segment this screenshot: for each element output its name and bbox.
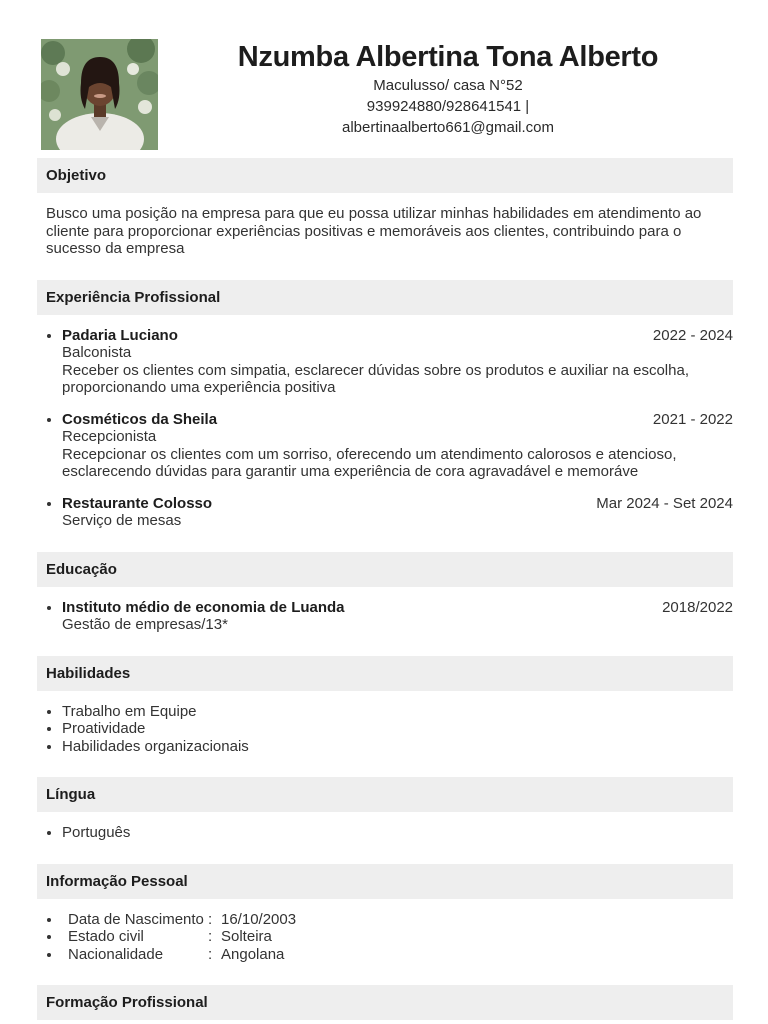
personal-info-row <box>62 946 733 964</box>
personal-info-list <box>46 911 733 964</box>
experience-description: Recepcionar os clientes com um sorriso, oferecendo um atendimento calorosos e atencioso, esclarecendo dúvidas para garantir uma experiência de cora agravadável e memoráve <box>62 445 677 480</box>
education-section <box>37 587 733 648</box>
experience-item <box>62 411 733 481</box>
experience-item <box>62 495 733 530</box>
resume-header <box>37 38 733 150</box>
skill-item: • Trabalho em Equipe <box>62 703 733 721</box>
section-title-skills: Habilidades <box>37 656 733 691</box>
profile-photo-illustration <box>41 39 158 150</box>
personal-info-value: Angolana <box>221 945 285 963</box>
email: albertinaalberto661@gmail.com <box>341 119 554 136</box>
personal-info-row <box>62 928 733 946</box>
languages-list <box>46 824 733 842</box>
language-item: • Português <box>62 824 733 842</box>
section-title-languages: Língua <box>37 777 733 812</box>
education-school: • Instituto médio de economia de Luanda <box>62 598 345 616</box>
address: Maculusso/ casa N°52 <box>373 77 523 94</box>
experience-period: 2021 - 2022 <box>652 410 733 428</box>
phone-numbers: 939924880/928641541 | <box>366 98 530 115</box>
experience-company: • Cosméticos da Sheila <box>62 410 218 428</box>
experience-item-header <box>62 411 733 429</box>
personal-info-value: Solteira <box>221 928 272 945</box>
experience-role: Recepcionista <box>62 428 157 445</box>
personal-info-separator: : <box>208 910 213 928</box>
candidate-name: Nzumba Albertina Tona Alberto <box>237 41 659 73</box>
education-item-header <box>62 599 733 617</box>
header-text <box>163 38 733 138</box>
experience-section <box>37 315 733 544</box>
experience-company: • Restaurante Colosso <box>62 494 213 512</box>
section-title-training: Formação Profissional <box>37 985 733 1020</box>
education-period: 2018/2022 <box>662 598 733 616</box>
skills-section <box>37 691 733 770</box>
skill-item: • Habilidades organizacionais <box>62 738 733 756</box>
section-title-education: Educação <box>37 552 733 587</box>
experience-item <box>62 327 733 397</box>
resume-page <box>37 38 733 1020</box>
experience-company: • Padaria Luciano <box>62 326 178 344</box>
experience-period: Mar 2024 - Set 2024 <box>596 494 733 512</box>
education-list <box>46 599 733 634</box>
section-title-personal-info: Informação Pessoal <box>37 864 733 899</box>
experience-period: 2022 - 2024 <box>652 326 733 344</box>
personal-info-separator: : <box>208 928 213 945</box>
experience-role: Balconista <box>62 344 132 361</box>
personal-info-label: • Nacionalidade <box>68 945 164 963</box>
experience-role: Serviço de mesas <box>62 512 182 529</box>
experience-item-header <box>62 495 733 513</box>
personal-info-row <box>62 911 733 929</box>
personal-info-separator: : <box>208 945 213 963</box>
skill-item: • Proatividade <box>62 720 733 738</box>
education-item <box>62 599 733 634</box>
section-title-experience: Experiência Profissional <box>37 280 733 315</box>
experience-description: Receber os clientes com simpatia, esclarecer dúvidas sobre os produtos e auxiliar na escolha, proporcionando uma experiência positiva <box>62 361 689 396</box>
section-title-objective: Objetivo <box>37 158 733 193</box>
education-course: Gestão de empresas/13* <box>62 616 228 633</box>
experience-list <box>46 327 733 530</box>
personal-info-section <box>37 899 733 978</box>
skills-list <box>46 703 733 756</box>
personal-info-label: • Data de Nascimento <box>68 910 204 928</box>
objective-text: Busco uma posição na empresa para que eu possa utilizar minhas habilidades em atendimento ao cliente para proporcionar experiências positivas e memoráveis aos clientes, contribuindo para o sucesso da empresa <box>46 205 702 257</box>
experience-item-header <box>62 327 733 345</box>
languages-section <box>37 812 733 856</box>
personal-info-label: • Estado civil <box>68 928 144 945</box>
personal-info-value: 16/10/2003 <box>221 910 297 928</box>
profile-photo <box>41 39 158 150</box>
